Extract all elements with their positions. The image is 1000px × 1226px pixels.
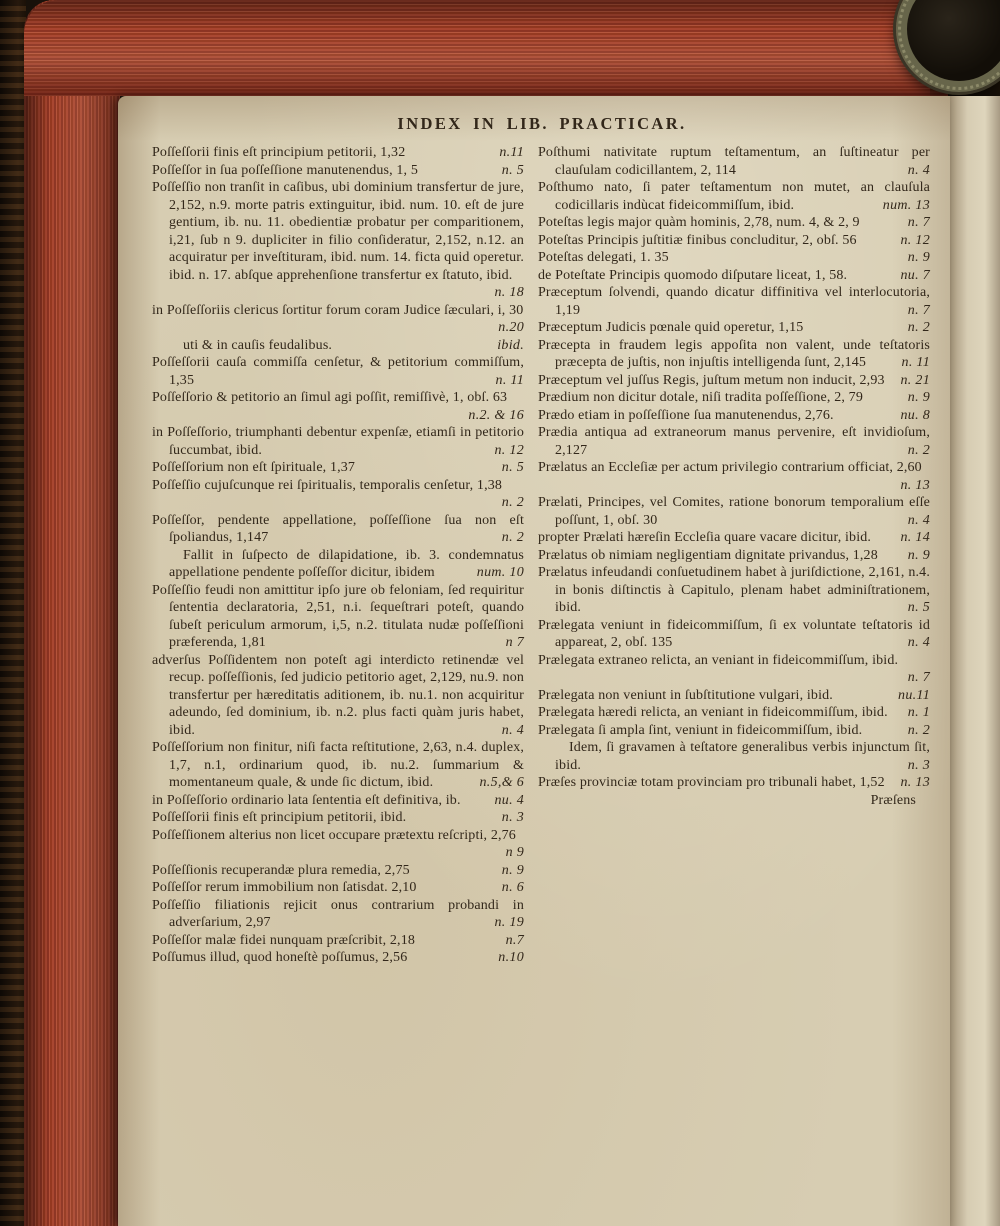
page-edges-top <box>24 0 948 96</box>
index-entry <box>152 354 524 389</box>
entry-text: Poſthumi nativitate ruptum teſtamentum, an ſuſtineatur per clauſulam codicillantem, 2, 114 <box>538 145 930 178</box>
entry-ref: n. 13 <box>900 477 930 493</box>
entry-ref: n.20 <box>498 320 524 335</box>
entry-text: Prælegata extraneo relicta, an veniant in fideicommiſſum, ibid. <box>538 652 899 668</box>
index-entry <box>538 389 930 407</box>
index-columns <box>152 144 932 967</box>
page-title: INDEX IN LIB. PRACTICAR. <box>397 114 687 133</box>
entry-ref: n. 12 <box>900 232 930 248</box>
index-entry <box>538 687 930 705</box>
index-entry <box>538 547 930 565</box>
index-entry <box>538 774 930 792</box>
entry-ref: n. 4 <box>907 162 930 178</box>
index-entry <box>538 564 930 617</box>
book-page <box>118 96 950 1226</box>
entry-text: Prædo etiam in poſſeſſione ſua manutenendus, 2,76. <box>538 407 834 423</box>
entry-ref: n. 4 <box>907 635 930 650</box>
index-entry <box>538 617 930 652</box>
entry-ref: n. 2 <box>501 530 524 545</box>
index-entry <box>538 722 930 740</box>
index-entry <box>538 249 930 267</box>
index-entry <box>538 494 930 529</box>
index-entry <box>538 459 930 494</box>
index-entry <box>152 512 524 547</box>
index-entry <box>538 652 930 687</box>
entry-text: Poſſeſſor malæ fidei nunquam præſcribit, 2,18 <box>152 932 415 948</box>
entry-ref: ibid. <box>497 337 524 353</box>
entry-text: propter Prælati hæreſin Eccleſia quare vacare dicitur, ibid. <box>538 530 872 545</box>
page-content <box>118 96 950 1226</box>
entry-ref: n. 11 <box>495 372 524 388</box>
entry-ref: n.11 <box>499 145 524 160</box>
index-entry <box>152 949 524 967</box>
index-entry <box>152 809 524 827</box>
index-entry <box>152 337 524 355</box>
entry-ref: n. 18 <box>494 285 524 300</box>
entry-text: Poſſeſſio filiationis rejicit onus contrarium probandi in adverſarium, 2,97 <box>152 897 524 930</box>
entry-text: Idem, ſi gravamen à teſtatore generalibus verbis injunctum ſit, ibid. <box>555 740 930 773</box>
index-entry <box>538 704 930 722</box>
entry-text: Prælegata veniunt in fideicommiſſum, ſi ex voluntate teſtatoris id appareat, 2, obſ. 135 <box>538 617 930 650</box>
entry-ref: num. 10 <box>476 565 524 580</box>
index-entry <box>152 424 524 459</box>
column-right <box>538 144 930 967</box>
entry-ref: n. 2 <box>907 442 930 458</box>
index-entry <box>538 179 930 214</box>
entry-ref: nu. 4 <box>494 792 524 808</box>
entry-text: Præceptum vel juſſus Regis, juſtum metum non inducit, 2,93 <box>538 372 885 388</box>
facing-page-edge <box>950 96 1000 1226</box>
entry-ref: n.10 <box>498 950 524 965</box>
entry-ref: n. 13 <box>900 775 930 790</box>
entry-text: de Poteſtate Principis quomodo diſputare liceat, 1, 58. <box>538 267 848 283</box>
index-entry <box>538 407 930 425</box>
catchword: Præſens <box>870 792 916 808</box>
entry-text: in Poſſeſſorio, triumphanti debentur expenſæ, etiamſi in petitorio ſuccumbat, ibid. <box>152 425 524 458</box>
entry-text: Prædia antiqua ad extraneorum manus pervenire, eſt invidioſum, 2,127 <box>538 425 930 458</box>
entry-ref: n. 5 <box>501 460 524 475</box>
index-entry <box>538 319 930 337</box>
entry-text: Prælegata ſi ampla ſint, veniunt in fideicommiſſum, ibid. <box>538 722 863 738</box>
entry-ref: n. 6 <box>501 880 524 895</box>
entry-text: Præſes provinciæ totam provinciam pro tribunali habet, 1,52 <box>538 775 885 790</box>
index-entry <box>152 932 524 950</box>
index-entry <box>538 214 930 232</box>
index-entry <box>152 739 524 792</box>
index-entry <box>152 162 524 180</box>
entry-text: Prælatus ob nimiam negligentiam dignitate privandus, 1,28 <box>538 547 878 563</box>
entry-ref: n. 2 <box>907 320 930 335</box>
entry-text: Poteſtas legis major quàm hominis, 2,78, num. 4, & 2, 9 <box>538 215 860 230</box>
index-entry <box>538 739 930 774</box>
entry-ref: n. 14 <box>900 530 930 545</box>
entry-ref: n. 5 <box>501 162 524 178</box>
entry-text: Poſſeſſorio & petitorio an ſimul agi poſſit, remiſſivè, 1, obſ. 63 <box>152 390 508 405</box>
entry-text: Poſſeſſio feudi non amittitur ipſo jure ob feloniam, ſed requiritur ſententia declaratoria, 2,51, n.i. ſequeſtrari poteſt, quando ſubeſt periculum armorum, i,5, n.2. titulata nudæ poſſeſſioni præferenda, 1,81 <box>152 582 524 650</box>
entry-ref: n. 9 <box>501 862 524 878</box>
index-entry <box>152 862 524 880</box>
entry-text: Prælati, Principes, vel Comites, ratione bonorum temporalium eſſe poſſunt, 1, obſ. 30 <box>538 495 930 528</box>
index-entry <box>538 424 930 459</box>
entry-text: Prælatus an Eccleſiæ per actum privilegio contrarium officiat, 2,60 <box>538 460 922 475</box>
index-entry <box>152 302 524 337</box>
index-entry <box>152 144 524 162</box>
entry-text: in Poſſeſſorio ordinario lata ſententia eſt definitiva, ib. <box>152 792 461 808</box>
index-entry <box>152 897 524 932</box>
index-entry <box>152 389 524 424</box>
entry-ref: n. 1 <box>907 705 930 720</box>
index-entry <box>152 477 524 512</box>
index-entry <box>538 529 930 547</box>
entry-ref: n. 5 <box>907 600 930 615</box>
entry-text: Poſſumus illud, quod honeſtè poſſumus, 2,56 <box>152 950 408 965</box>
entry-ref: n. 19 <box>494 915 524 930</box>
entry-text: Prædium non dicitur dotale, niſi tradita poſſeſſione, 2, 79 <box>538 390 863 405</box>
entry-ref: n. 9 <box>907 390 930 405</box>
index-entry <box>152 547 524 582</box>
entry-ref: n 9 <box>505 845 524 860</box>
entry-text: adverſus Poſſidentem non poteſt agi interdicto retinendæ vel recup. poſſeſſionis, ſed judicio petitorio aget, 2,129, nu.9. non transfertur per hæreditatis aditionem, ib. nu.1. non acquiritur adeundo, ſed dominium, ib. n.2. plus facti quàm juris habet, ibid. <box>152 652 524 738</box>
entry-text: Poſſeſſio cujuſcunque rei ſpiritualis, temporalis cenſetur, 1,38 <box>152 477 503 493</box>
entry-ref: nu.11 <box>898 687 930 703</box>
entry-ref: n.7 <box>505 932 524 948</box>
entry-text: Poteſtas Principis juſtitiæ finibus concluditur, 2, obſ. 56 <box>538 232 857 248</box>
entry-text: Poſſeſſor rerum immobilium non ſatisdat. 2,10 <box>152 880 417 895</box>
entry-text: Præceptum ſolvendi, quando dicatur diffinitiva vel interlocutoria, 1,19 <box>538 285 930 318</box>
entry-ref: n.5,& 6 <box>479 775 524 790</box>
index-entry <box>538 284 930 319</box>
entry-ref: n. 4 <box>907 512 930 528</box>
entry-ref: n. 7 <box>907 670 930 685</box>
index-entry <box>152 459 524 477</box>
book-spine-leather <box>0 0 26 1226</box>
entry-text: Præceptum Judicis pœnale quid operetur, 1,15 <box>538 320 804 335</box>
entry-text: Poſſeſſorii cauſa commiſſa cenſetur, & petitorium commiſſum, 1,35 <box>152 355 524 388</box>
entry-ref: n. 12 <box>494 442 524 458</box>
entry-ref: n. 21 <box>900 372 930 388</box>
entry-ref: nu. 7 <box>900 267 930 283</box>
entry-ref: n. 9 <box>907 547 930 563</box>
index-entry <box>152 652 524 740</box>
entry-text: Prælegata hæredi relicta, an veniant in fideicommiſſum, ibid. <box>538 705 888 720</box>
entry-text: uti & in cauſis feudalibus. <box>183 337 333 353</box>
entry-ref: n.2. & 16 <box>468 407 524 423</box>
index-entry <box>152 879 524 897</box>
entry-text: Poſſeſſor, pendente appellatione, poſſeſſione ſua non eſt ſpoliandus, 1,147 <box>152 512 524 545</box>
entry-text: Poſſeſſorii finis eſt principium petitorii, 1,32 <box>152 145 406 160</box>
entry-ref: n. 3 <box>907 757 930 773</box>
entry-text: Poſſeſſio non tranſit in caſibus, ubi dominium transfertur de jure, 2,152, n.9. morte patris extinguitur, ibid. num. 10. eſt de jure gentium, ib. nu. 11. obedientiæ probatur per comparitionem, i,21, ſub n 9. dupliciter in filio conſideratur, 2,152, n.12. an acquiratur per inveſtituram, ibid. num. 14. ficta quid operetur. ibid. n. 17. abſque apprehenſione transfertur ex ſtatuto, ibid. <box>152 180 524 283</box>
index-entry <box>538 144 930 179</box>
entry-text: Poſſeſſorii finis eſt principium petitorii, ibid. <box>152 810 407 825</box>
entry-ref: n. 2 <box>501 495 524 510</box>
entry-text: Poteſtas delegati, 1. 35 <box>538 250 669 265</box>
entry-ref: n. 7 <box>907 215 930 230</box>
entry-text: Poſſeſſionis recuperandæ plura remedia, 2,75 <box>152 862 410 878</box>
index-entry <box>152 582 524 652</box>
entry-ref: n. 9 <box>907 250 930 265</box>
entry-ref: n. 2 <box>907 722 930 738</box>
entry-ref: n. 3 <box>501 810 524 825</box>
entry-ref: n. 4 <box>501 722 524 738</box>
entry-text: Poſſeſſionem alterius non licet occupare prætextu reſcripti, 2,76 <box>152 827 516 843</box>
entry-ref: nu. 8 <box>900 407 930 423</box>
entry-text: Poſthumo nato, ſi pater teſtamentum non mutet, an clauſula codicillaris indùcat fideicommiſſum, ibid. <box>538 180 930 213</box>
entry-text: Poſſeſſorium non eſt ſpirituale, 1,37 <box>152 460 356 475</box>
entry-text: Poſſeſſorium non finitur, niſi facta reſtitutione, 2,63, n.4. duplex, 1,7, n.1, ordinarium quod, ib. nu.2. ſummarium & momentaneum quale, & unde ſic dictum, ibid. <box>152 740 524 790</box>
entry-ref: num. 13 <box>882 197 930 213</box>
entry-text: in Poſſeſſoriis clericus ſortitur forum coram Judice ſæculari, i, 30 <box>152 302 524 318</box>
index-entry <box>152 827 524 862</box>
column-left <box>152 144 524 967</box>
entry-text: Prælatus infeudandi conſuetudinem habet à juriſdictione, 2,161, n.4. in bonis diſtinctis à Capitulo, plenam habet adminiſtrationem, ibid. <box>538 565 930 615</box>
page-edges-left <box>24 0 120 1226</box>
index-entry <box>152 792 524 810</box>
entry-ref: n. 11 <box>901 355 930 370</box>
entry-text: Prælegata non veniunt in ſubſtitutione vulgari, ibid. <box>538 687 833 703</box>
entry-text: Poſſeſſor in ſua poſſeſſione manutenendus, 1, 5 <box>152 162 419 178</box>
index-entry <box>538 372 930 390</box>
entry-text: Præcepta in fraudem legis appoſita non valent, unde teſtatoris præcepta de juſtis, non injuſtis intelligenda ſunt, 2,145 <box>538 337 930 370</box>
index-entry <box>538 267 930 285</box>
entry-ref: n 7 <box>505 635 524 650</box>
index-entry <box>538 337 930 372</box>
index-entry <box>538 232 930 250</box>
entry-ref: n. 7 <box>907 302 930 318</box>
entry-text: Fallit in ſuſpecto de dilapidatione, ib. 3. condemnatus appellatione pendente poſſeſſor dicitur, ibidem <box>169 547 524 580</box>
index-entry <box>152 179 524 302</box>
